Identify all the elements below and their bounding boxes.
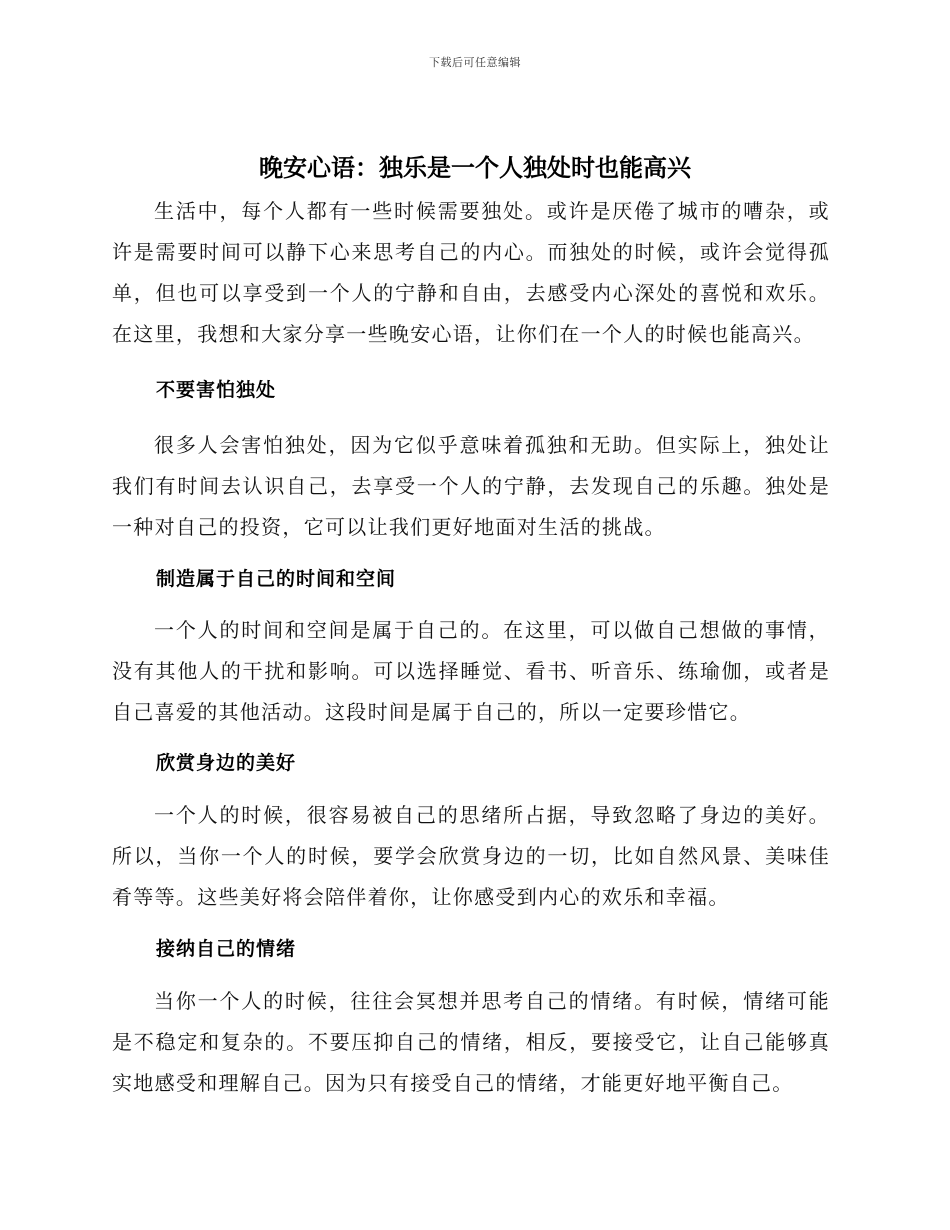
header-note: 下载后可任意编辑: [429, 56, 521, 69]
section-heading-2: 制造属于自己的时间和空间: [156, 568, 397, 590]
intro-paragraph: 生活中，每个人都有一些时候需要独处。或许是厌倦了城市的嘈杂，或许是需要时间可以静下心来思考自己的内心。而独处的时候，或许会觉得孤单，但也可以享受到一个人的宁静和自由，去感受内心深处的喜悦和欢乐。在这里，我想和大家分享一些晚安心语，让你们在一个人的时候也能高兴。: [112, 199, 830, 346]
section-paragraph-3: 一个人的时候，很容易被自己的思绪所占据，导致忽略了身边的美好。所以，当你一个人的时候，要学会欣赏身边的一切，比如自然风景、美味佳肴等等。这些美好将会陪伴着你，让你感受到内心的欢乐和幸福。: [112, 803, 830, 909]
section-paragraph-4: 当你一个人的时候，往往会冥想并思考自己的情绪。有时候，情绪可能是不稳定和复杂的。不要压抑自己的情绪，相反，要接受它，让自己能够真实地感受和理解自己。因为只有接受自己的情绪，才能更好地平衡自己。: [112, 989, 830, 1095]
section-paragraph-2: 一个人的时间和空间是属于自己的。在这里，可以做自己想做的事情，没有其他人的干扰和影响。可以选择睡觉、看书、听音乐、练瑜伽，或者是自己喜爱的其他活动。这段时间是属于自己的，所以一定要珍惜它。: [112, 618, 830, 724]
document-body: [112, 191, 830, 1104]
document-title: 晚安心语：独乐是一个人独处时也能高兴: [259, 154, 691, 182]
section-heading-4: 接纳自己的情绪: [156, 938, 297, 960]
section-heading-3: 欣赏身边的美好: [156, 752, 297, 774]
section-heading-1: 不要害怕独处: [156, 379, 277, 401]
section-paragraph-1: 很多人会害怕独处，因为它似乎意味着孤独和无助。但实际上，独处让我们有时间去认识自己，去享受一个人的宁静，去发现自己的乐趣。独处是一种对自己的投资，它可以让我们更好地面对生活的挑战。: [112, 433, 830, 539]
